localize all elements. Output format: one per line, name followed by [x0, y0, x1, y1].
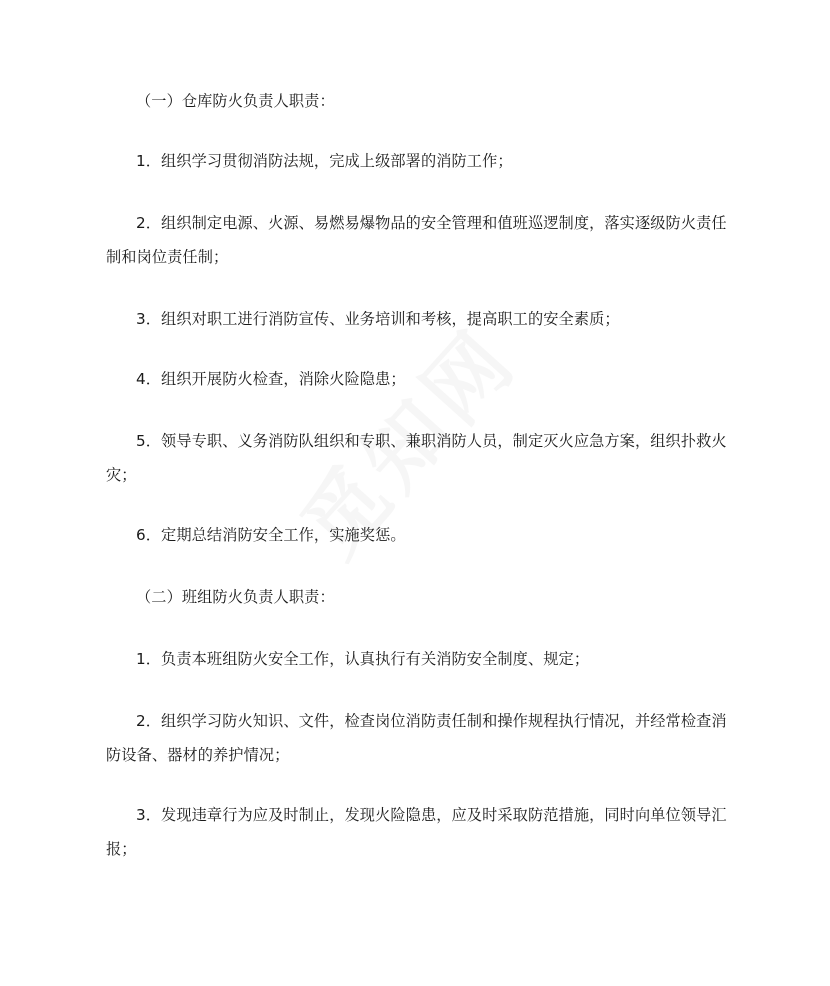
section-1-item-6: 6．定期总结消防安全工作，实施奖惩。 [136, 526, 406, 544]
section-1-item-3: 3．组织对职工进行消防宣传、业务培训和考核，提高职工的安全素质； [136, 310, 620, 328]
section-1-item-1: 1．组织学习贯彻消防法规，完成上级部署的消防工作； [136, 152, 513, 170]
section-1-item-2: 2．组织制定电源、火源、易燃易爆物品的安全管理和值班巡逻制度，落实逐级防火责任制和岗位责任制； [106, 214, 727, 266]
section-1-item-4: 4．组织开展防火检查，消除火险隐患； [136, 370, 406, 388]
section-2-item-2: 2．组织学习防火知识、文件，检查岗位消防责任制和操作规程执行情况，并经常检查消防设备、器材的养护情况； [106, 712, 727, 764]
section-2-item-1: 1．负责本班组防火安全工作，认真执行有关消防安全制度、规定； [136, 650, 590, 668]
section-1-heading: （一）仓库防火负责人职责： [136, 92, 335, 110]
section-2-item-3: 3．发现违章行为应及时制止，发现火险隐患，应及时采取防范措施，同时向单位领导汇报； [106, 806, 727, 858]
section-2-heading: （二）班组防火负责人职责： [136, 588, 335, 606]
section-1-item-5: 5．领导专职、义务消防队组织和专职、兼职消防人员，制定灭火应急方案，组织扑救火灾； [106, 432, 727, 484]
